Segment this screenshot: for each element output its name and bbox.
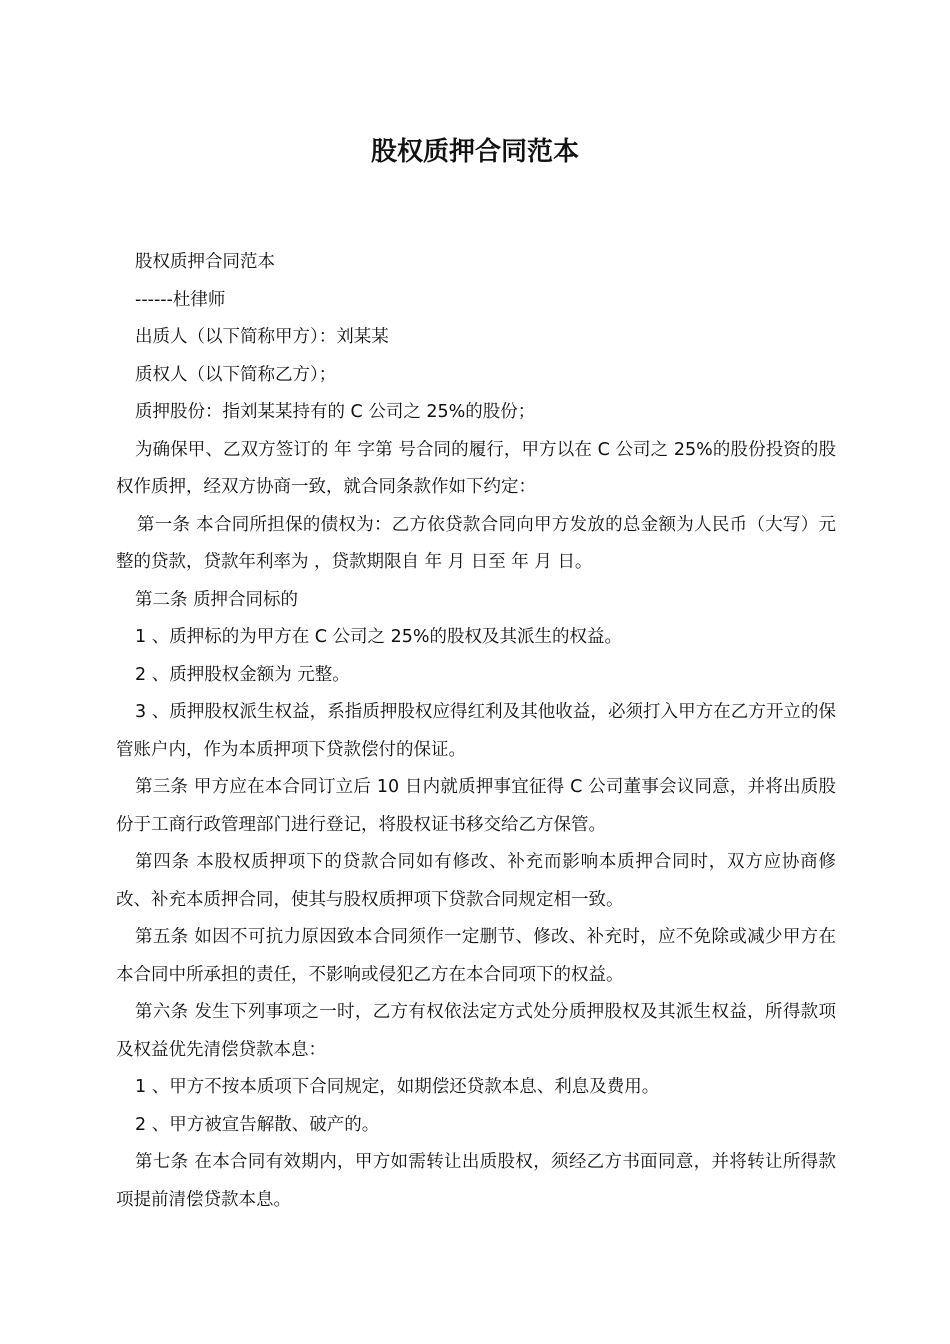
paragraph-article-2-item-3: 3 、质押股权派生权益，系指质押股权应得红利及其他收益，必须打入甲方在乙方开立的保管账户内，作为本质押项下贷款偿付的保证。 xyxy=(116,702,836,760)
paragraph-article-6-item-2: 2 、甲方被宣告解散、破产的。 xyxy=(135,1114,380,1135)
paragraph-article-1: 第一条 本合同所担保的债权为：乙方依贷款合同向甲方发放的总金额为人民币（大写）元整的贷款，贷款年利率为 ，贷款期限自 年 月 日至 年 月 日。 xyxy=(116,514,836,572)
paragraph-article-2-item-1: 1 、质押标的为甲方在 C 公司之 25%的股权及其派生的权益。 xyxy=(135,627,622,647)
paragraph-preamble: 为确保甲、乙双方签订的 年 字第 号合同的履行，甲方以在 C 公司之 25%的股份投资的股权作质押，经双方协商一致，就合同条款作如下约定： xyxy=(116,439,836,497)
paragraph-article-3: 第三条 甲方应在本合同订立后 10 日内就质押事宜征得 C 公司董事会议同意，并将出质股份于工商行政管理部门进行登记，将股权证书移交给乙方保管。 xyxy=(116,777,836,835)
paragraph-author: ------杜律师 xyxy=(135,289,226,310)
paragraph-subtitle: 股权质押合同范本 xyxy=(135,252,275,272)
paragraph-article-5: 第五条 如因不可抗力原因致本合同须作一定删节、修改、补充时，应不免除或减少甲方在本合同中所承担的责任，不影响或侵犯乙方在本合同项下的权益。 xyxy=(116,927,836,985)
paragraph-article-2-item-2: 2 、质押股权金额为 元整。 xyxy=(135,664,350,685)
paragraph-pledgee: 质权人（以下简称乙方）； xyxy=(135,364,337,385)
paragraph-article-4: 第四条 本股权质押项下的贷款合同如有修改、补充而影响本质押合同时，双方应协商修改、补充本质押合同，使其与股权质押项下贷款合同规定相一致。 xyxy=(116,852,836,910)
paragraph-article-2: 第二条 质押合同标的 xyxy=(135,589,299,610)
document-title: 股权质押合同范本 xyxy=(370,137,579,167)
paragraph-pledged-shares: 质押股份：指刘某某持有的 C 公司之 25%的股份； xyxy=(135,402,536,422)
paragraph-pledgor: 出质人（以下简称甲方）：刘某某 xyxy=(135,327,389,347)
paragraph-article-6-item-1: 1 、甲方不按本质项下合同规定，如期偿还贷款本息、利息及费用。 xyxy=(135,1077,660,1097)
paragraph-article-7: 第七条 在本合同有效期内，甲方如需转让出质股权，须经乙方书面同意，并将转让所得款项提前清偿贷款本息。 xyxy=(116,1152,836,1210)
document-body xyxy=(116,244,836,1219)
paragraph-article-6: 第六条 发生下列事项之一时，乙方有权依法定方式处分质押股权及其派生权益，所得款项及权益优先清偿贷款本息： xyxy=(116,1002,836,1060)
